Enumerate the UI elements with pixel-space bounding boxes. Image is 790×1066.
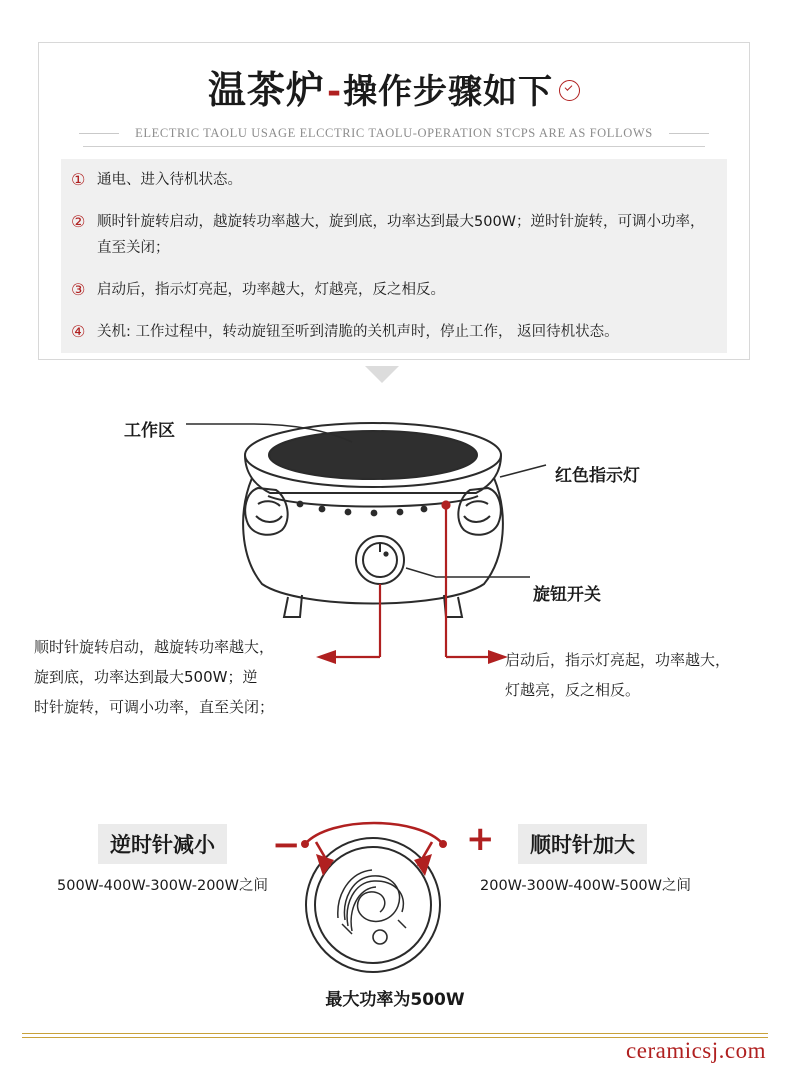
step-number: ① [71, 170, 86, 189]
tag-clockwise: 顺时针加大 [518, 824, 647, 864]
paragraph-left-line2: 旋到底，功率达到最大500W；逆 [34, 668, 258, 686]
list-item [61, 159, 727, 201]
title-main: 温茶炉 [207, 68, 325, 112]
title-divider [83, 146, 705, 147]
paragraph-right-line1: 启动后，指示灯亮起，功率越大， [505, 651, 731, 669]
instruction-panel [38, 42, 750, 360]
steps-list [61, 159, 727, 353]
list-item [61, 311, 727, 353]
label-work-area: 工作区 [124, 421, 175, 441]
paragraph-left [34, 632, 274, 722]
range-decrease: 500W-400W-300W-200W之间 [57, 878, 268, 894]
paragraph-left-line3: 时针旋转，可调小功率，直至关闭； [34, 698, 275, 716]
step-number: ③ [71, 280, 86, 299]
subtitle-text: ELECTRIC TAOLU USAGE ELCCTRIC TAOLU-OPERATION STCPS ARE AS FOLLOWS [135, 126, 653, 140]
arrow-down-icon [365, 366, 399, 383]
step-number: ④ [71, 322, 86, 341]
paragraph-right-line2: 灯越亮，反之相反。 [505, 681, 641, 699]
title-dash: - [326, 72, 342, 112]
minus-icon: − [272, 825, 301, 865]
subtitle-row [73, 124, 715, 142]
step-text: 启动后，指示灯亮起，功率越大，灯越亮，反之相反。 [97, 282, 445, 298]
list-item [61, 201, 727, 269]
plus-icon: + [466, 819, 495, 859]
footer-brand: ceramicsj.com [626, 1038, 766, 1063]
step-text: 关机: 工作过程中，转动旋钮至听到清脆的关机声时，停止工作， 返回待机状态。 [97, 324, 619, 340]
title-sub: 操作步骤如下 [343, 72, 554, 112]
max-power-label: 最大功率为500W [325, 990, 465, 1010]
range-increase: 200W-300W-400W-500W之间 [480, 878, 691, 894]
step-text: 顺时针旋转启动，越旋转功率越大，旋到底，功率达到最大500W；逆时针旋转，可调小功率，直至关闭； [97, 214, 705, 256]
step-number: ② [71, 212, 86, 231]
paragraph-left-line1: 顺时针旋转启动，越旋转功率越大， [34, 638, 275, 656]
check-circle-icon [559, 80, 580, 101]
paragraph-right [505, 645, 730, 705]
tag-counterclockwise: 逆时针减小 [98, 824, 227, 864]
step-text: 通电、进入待机状态。 [97, 172, 242, 188]
label-knob-switch: 旋钮开关 [533, 585, 601, 605]
page-title [39, 59, 749, 114]
label-red-indicator: 红色指示灯 [555, 466, 640, 486]
list-item [61, 269, 727, 311]
